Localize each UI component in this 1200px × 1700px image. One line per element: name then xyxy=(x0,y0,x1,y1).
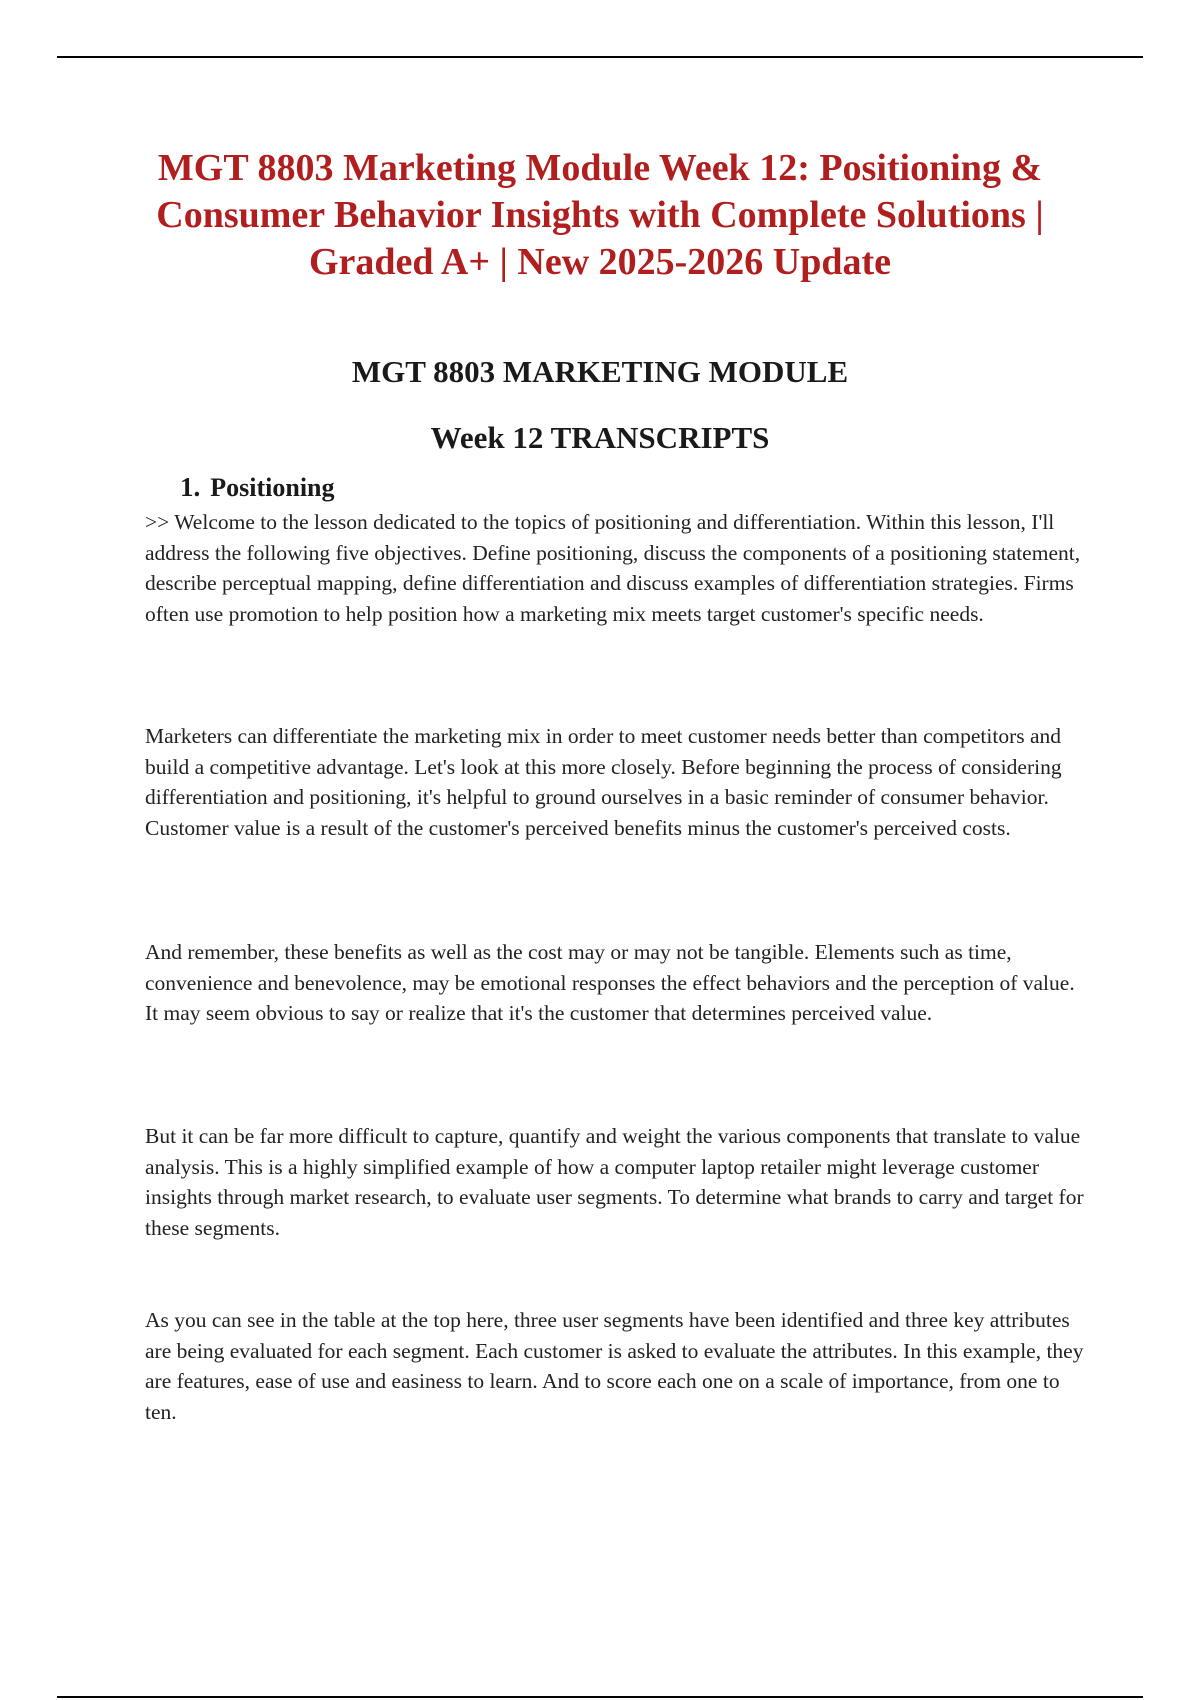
bottom-rule xyxy=(57,1696,1143,1698)
paragraph: Marketers can differentiate the marketing mix in order to meet customer needs better than competitors and build a competitive advantage. Let's look at this more closely. Before beginning the process of considering differentiation and positioning, it's helpful to ground ourselves in a basic reminder of consumer behavior. Customer value is a result of the customer's perceived benefits minus the customer's perceived costs. xyxy=(145,724,1062,840)
paragraph: And remember, these benefits as well as the cost may or may not be tangible. Elements such as time, convenience and benevolence, may be emotional responses the effect behaviors and the perception of value. It may seem obvious to say or realize that it's the customer that determines perceived value. xyxy=(145,940,1075,1025)
module-heading: MGT 8803 MARKETING MODULE xyxy=(351,354,849,389)
section-number: 1. xyxy=(180,472,201,502)
document-title: MGT 8803 Marketing Module Week 12: Positioning & Consumer Behavior Insights with Complete Solutions | Graded A+ | New 2025-2026 Update xyxy=(156,147,1044,283)
paragraph: As you can see in the table at the top here, three user segments have been identified and three key attributes are being evaluated for each segment. Each customer is asked to evaluate the attributes. In this example, they are features, ease of use and easiness to learn. And to score each one on a scale of importance, from one to ten. xyxy=(145,1308,1084,1424)
week-heading: Week 12 TRANSCRIPTS xyxy=(430,420,770,455)
paragraph: But it can be far more difficult to capture, quantify and weight the various components that translate to value analysis. This is a highly simplified example of how a computer laptop retailer might leverage customer insights through market research, to evaluate user segments. To determine what brands to carry and target for these segments. xyxy=(145,1124,1084,1240)
section-heading xyxy=(180,470,335,505)
top-rule xyxy=(57,56,1143,58)
section-title: Positioning xyxy=(210,473,335,502)
paragraph: >> Welcome to the lesson dedicated to the topics of positioning and differentiation. Within this lesson, I'll address the following five objectives. Define positioning, discuss the components of a positioning statement, describe perceptual mapping, define differentiation and discuss examples of differentiation strategies. Firms often use promotion to help position how a marketing mix meets target customer's specific needs. xyxy=(145,510,1081,626)
